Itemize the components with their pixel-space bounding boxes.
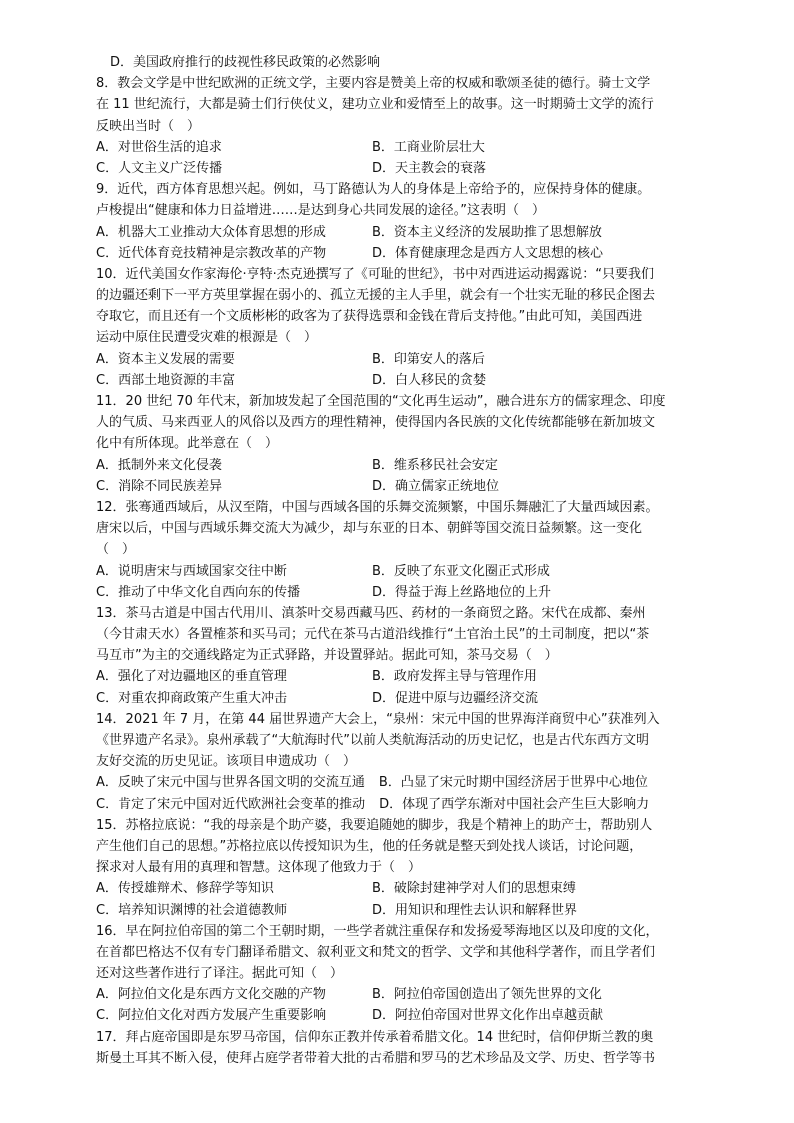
- answer-option[interactable]: D．体育健康理念是西方人文思想的核心: [372, 245, 604, 261]
- question-stem-line: 夺取它，而且还有一个文质彬彬的政客为了获得选票和金钱在背后支持他。”由此可知，美国西进: [96, 309, 643, 325]
- option-row: [96, 476, 708, 497]
- option-row: [96, 878, 708, 899]
- question-stem-line: 14．2021 年 7 月，在第 44 届世界遗产大会上，“泉州：宋元中国的世界海洋商贸中心”获准列入: [96, 711, 660, 727]
- answer-option[interactable]: B．破除封建神学对人们的思想束缚: [372, 881, 576, 897]
- question-stem-line: 《世界遗产名录》。泉州承载了“大航海时代”以前人类航海活动的历史记忆，也是古代东西方文明: [96, 733, 649, 748]
- answer-option[interactable]: A．机器大工业推动大众体育思想的形成: [96, 224, 326, 240]
- question-stem-line: （ ）: [96, 542, 136, 558]
- answer-option[interactable]: A．抵制外来文化侵袭: [96, 457, 222, 473]
- answer-option[interactable]: D．阿拉伯帝国对世界文化作出卓越贡献: [372, 1008, 604, 1024]
- answer-option[interactable]: B．印第安人的落后: [372, 351, 485, 367]
- option-row: [96, 772, 708, 793]
- answer-option[interactable]: C．肯定了宋元中国对近代欧洲社会变革的推动: [96, 796, 366, 812]
- answer-option[interactable]: D．白人移民的贪婪: [372, 372, 487, 388]
- option-row: [96, 984, 708, 1005]
- answer-option[interactable]: B．维系移民社会安定: [372, 457, 498, 473]
- answer-option[interactable]: B．资本主义经济的发展助推了思想解放: [372, 224, 602, 240]
- q7-option-d: D．美国政府推行的歧视性移民政策的必然影响: [110, 55, 381, 70]
- question-stem-line: 11．20 世纪 70 年代末，新加坡发起了全国范围的“文化再生运动”，融合进东方的儒家理念、印度: [96, 394, 666, 409]
- question-stem-line: 探求对人最有用的真理和智慧。这体现了他致力于（ ）: [96, 860, 422, 876]
- answer-option[interactable]: A．对世俗生活的追求: [96, 139, 222, 155]
- question-stem-line: 马互市”为主的交通线路定为正式驿路，并设置驿站。据此可知，茶马交易（ ）: [96, 648, 558, 664]
- option-row: [96, 370, 708, 391]
- question-q11: [96, 391, 708, 497]
- answer-option[interactable]: D．得益于海上丝路地位的上升: [372, 584, 552, 600]
- answer-option[interactable]: C．人文主义广泛传播: [96, 160, 223, 176]
- answer-option[interactable]: D．天主教会的衰落: [372, 160, 487, 176]
- option-row: [96, 582, 708, 603]
- answer-option[interactable]: B．政府发挥主导与管理作用: [372, 669, 537, 685]
- option-row: [96, 1005, 708, 1026]
- question-list: [96, 73, 708, 1069]
- answer-option[interactable]: D．用知识和理性去认识和解释世界: [372, 902, 578, 918]
- question-stem-line: 9．近代，西方体育思想兴起。例如，马丁路德认为人的身体是上帝给予的，应保持身体的健康。: [96, 182, 651, 198]
- option-row: [96, 688, 708, 709]
- question-q17: [96, 1027, 708, 1069]
- question-stem-line: 15．苏格拉底说：“我的母亲是个助产婆，我要追随她的脚步，我是个精神上的助产士，帮助别人: [96, 817, 653, 833]
- answer-option[interactable]: A．传授雄辩术、修辞学等知识: [96, 881, 274, 897]
- question-stem-line: 8．教会文学是中世纪欧洲的正统文学，主要内容是赞美上帝的权威和歌颂圣徒的德行。骑士文学: [96, 76, 651, 92]
- answer-option[interactable]: C．消除不同民族差异: [96, 478, 223, 494]
- question-q12: [96, 497, 708, 603]
- answer-option[interactable]: C．近代体育竞技精神是宗教改革的产物: [96, 245, 327, 261]
- answer-option[interactable]: C．西部土地资源的丰富: [96, 372, 236, 388]
- answer-option[interactable]: C．培养知识渊博的社会道德教师: [96, 902, 288, 918]
- answer-option[interactable]: D．体现了西学东渐对中国社会产生巨大影响力: [379, 796, 650, 812]
- question-q14: [96, 709, 708, 815]
- question-stem-line: 的边疆还剩下一平方英里掌握在弱小的、孤立无援的主人手里，就会有一个壮实无耻的移民企图去: [96, 288, 656, 304]
- answer-option[interactable]: C．推动了中华文化自西向东的传播: [96, 584, 301, 600]
- question-q16: [96, 921, 708, 1027]
- option-row: [96, 158, 708, 179]
- option-row: [96, 349, 708, 370]
- question-stem-line: 10．近代美国女作家海伦·亨特·杰克逊撰写了《可耻的世纪》，书中对西进运动揭露说：“只要我们: [96, 266, 655, 282]
- question-stem-line: 卢梭提出“健康和体力日益增进……是达到身心共同发展的途径。”这表明（ ）: [96, 203, 545, 219]
- question-stem-line: 还对这些著作进行了译注。据此可知（ ）: [96, 966, 344, 982]
- question-stem-line: 反映出当时（ ）: [96, 118, 201, 134]
- option-row: [96, 666, 708, 687]
- question-q13: [96, 603, 708, 709]
- answer-option[interactable]: A．资本主义发展的需要: [96, 351, 235, 367]
- option-row: [96, 561, 708, 582]
- question-stem-line: 产生他们自己的思想。”苏格拉底以传授知识为生，他的任务就是整天到处找人谈话，讨论问题，: [96, 838, 643, 854]
- option-row: [96, 794, 708, 815]
- answer-option[interactable]: A．反映了宋元中国与世界各国文明的交流互通: [96, 775, 365, 791]
- answer-option[interactable]: A．说明唐宋与西域国家交往中断: [96, 563, 287, 579]
- exam-page: [96, 52, 708, 1069]
- question-q10: [96, 264, 708, 391]
- option-row: [96, 900, 708, 921]
- answer-option[interactable]: B．凸显了宋元时期中国经济居于世界中心地位: [378, 775, 648, 791]
- question-stem-line: 人的气质、马来西亚人的风俗以及西方的理性精神，使得国内各民族的文化传统都能够在新加坡文: [96, 415, 656, 431]
- answer-option[interactable]: B．阿拉伯帝国创造出了领先世界的文化: [372, 987, 602, 1003]
- question-stem-line: 化中有所体现。此举意在（ ）: [96, 436, 279, 452]
- question-stem-line: 运动中原住民遭受灾难的根源是（ ）: [96, 330, 318, 346]
- question-q8: [96, 73, 708, 179]
- answer-option[interactable]: D．确立儒家正统地位: [372, 478, 500, 494]
- question-stem-line: 唐宋以后，中国与西域乐舞交流大为减少，却与东亚的日本、朝鲜等国交流日益频繁。这一变化: [96, 521, 643, 537]
- question-q9: [96, 179, 708, 264]
- option-row: [96, 243, 708, 264]
- question-stem-line: 17．拜占庭帝国即是东罗马帝国，信仰东正教并传承着希腊文化。14 世纪时，信仰伊斯兰教的奥: [96, 1029, 654, 1045]
- answer-option[interactable]: C．阿拉伯文化对西方发展产生重要影响: [96, 1008, 327, 1024]
- question-stem-line: 16．早在阿拉伯帝国的第二个王朝时期，一些学者就注重保存和发扬爱琴海地区以及印度的文化，: [96, 923, 659, 939]
- question-stem-line: 12．张骞通西域后，从汉至隋，中国与西域各国的乐舞交流频繁，中国乐舞融汇了大量西域因素。: [96, 499, 659, 515]
- question-stem-line: 斯曼土耳其不断入侵，使拜占庭学者带着大批的古希腊和罗马的艺术珍品及文学、历史、哲学等书: [96, 1050, 656, 1066]
- answer-option[interactable]: B．工商业阶层壮大: [372, 139, 485, 155]
- question-stem-line: 在 11 世纪流行，大都是骑士们行侠仗义，建功立业和爱情至上的故事。这一时期骑士文学的流行: [96, 97, 654, 113]
- option-row: [96, 455, 708, 476]
- option-row: [96, 222, 708, 243]
- answer-option[interactable]: A．强化了对边疆地区的垂直管理: [96, 669, 287, 685]
- answer-option[interactable]: C．对重农抑商政策产生重大冲击: [96, 690, 288, 706]
- question-stem-line: （今甘肃天水）各置榷茶和买马司；元代在茶马古道沿线推行“土官治土民”的土司制度，把以“茶: [96, 627, 650, 643]
- answer-option[interactable]: B．反映了东亚文化圈正式形成: [372, 563, 550, 579]
- question-stem-line: 在首都巴格达不仅有专门翻译希腊文、叙利亚文和梵文的哲学、文学和其他科学著作，而且学者们: [96, 944, 656, 960]
- question-stem-line: 友好交流的历史见证。该项目申遗成功（ ）: [96, 754, 357, 770]
- answer-option[interactable]: D．促进中原与边疆经济交流: [372, 690, 539, 706]
- answer-option[interactable]: A．阿拉伯文化是东西方文化交融的产物: [96, 987, 326, 1003]
- question-q15: [96, 815, 708, 921]
- option-row: [96, 137, 708, 158]
- question-stem-line: 13．茶马古道是中国古代用川、滇茶叶交易西藏马匹、药材的一条商贸之路。宋代在成都、秦州: [96, 605, 646, 621]
